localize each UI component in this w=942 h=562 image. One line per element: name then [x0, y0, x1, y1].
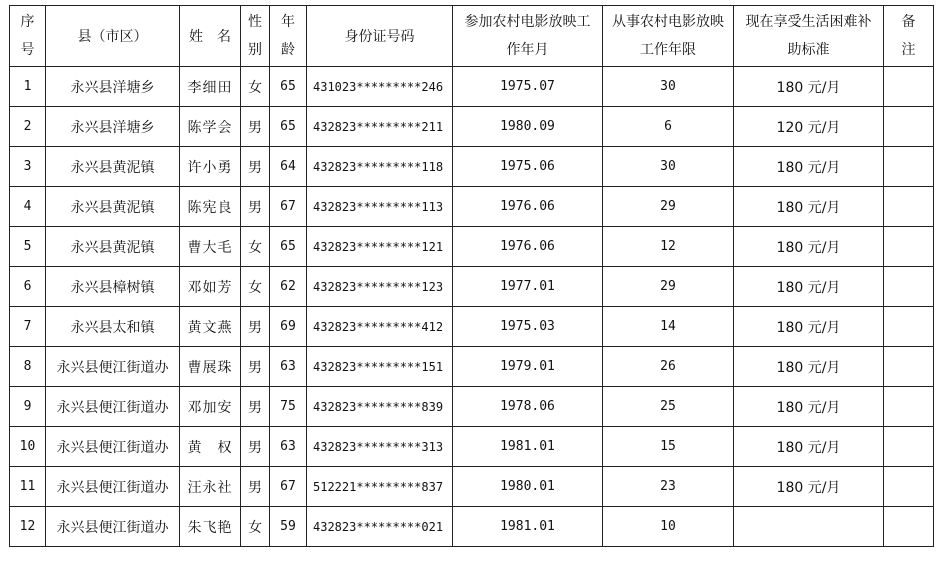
cell-start: 1980.09: [453, 107, 603, 147]
cell-seq: 10: [10, 427, 46, 467]
cell-note: [884, 427, 934, 467]
cell-note: [884, 147, 934, 187]
cell-subsidy: 180 元/月: [734, 147, 884, 187]
cell-seq: 4: [10, 187, 46, 227]
cell-id: 432823*********313: [307, 427, 453, 467]
cell-subsidy: 180 元/月: [734, 347, 884, 387]
cell-age: 75: [270, 387, 307, 427]
cell-start: 1981.01: [453, 507, 603, 547]
cell-gender: 女: [241, 267, 270, 307]
cell-seq: 1: [10, 67, 46, 107]
cell-age: 62: [270, 267, 307, 307]
cell-id: 432823*********123: [307, 267, 453, 307]
table-row: [10, 67, 934, 107]
cell-county: 永兴县便江街道办: [46, 467, 180, 507]
cell-years: 30: [603, 67, 734, 107]
cell-id: 432823*********113: [307, 187, 453, 227]
cell-county: 永兴县黄泥镇: [46, 227, 180, 267]
cell-gender: 男: [241, 107, 270, 147]
cell-id: 432823*********118: [307, 147, 453, 187]
cell-county: 永兴县洋塘乡: [46, 107, 180, 147]
cell-years: 6: [603, 107, 734, 147]
cell-start: 1978.06: [453, 387, 603, 427]
header-note-line1: 备: [901, 14, 916, 30]
cell-start: 1975.07: [453, 67, 603, 107]
cell-subsidy: 180 元/月: [734, 187, 884, 227]
header-age: [270, 6, 307, 67]
cell-age: 63: [270, 347, 307, 387]
cell-name: 黄文燕: [180, 307, 241, 347]
cell-name: 曹展珠: [180, 347, 241, 387]
header-years-line2: 工作年限: [640, 42, 696, 58]
header-age-line2: 龄: [281, 42, 295, 58]
cell-years: 25: [603, 387, 734, 427]
cell-seq: 5: [10, 227, 46, 267]
cell-seq: 3: [10, 147, 46, 187]
table-row: [10, 467, 934, 507]
cell-gender: 女: [241, 227, 270, 267]
cell-name: 邓如芳: [180, 267, 241, 307]
cell-name: 陈宪良: [180, 187, 241, 227]
cell-county: 永兴县黄泥镇: [46, 147, 180, 187]
table-row: [10, 147, 934, 187]
cell-note: [884, 187, 934, 227]
cell-age: 67: [270, 187, 307, 227]
cell-subsidy: [734, 507, 884, 547]
cell-seq: 11: [10, 467, 46, 507]
table-row: [10, 347, 934, 387]
cell-county: 永兴县便江街道办: [46, 347, 180, 387]
cell-years: 15: [603, 427, 734, 467]
cell-id: 432823*********839: [307, 387, 453, 427]
cell-gender: 女: [241, 507, 270, 547]
cell-age: 65: [270, 107, 307, 147]
cell-start: 1981.01: [453, 427, 603, 467]
cell-name: 陈学会: [180, 107, 241, 147]
table-row: [10, 187, 934, 227]
header-seq-line2: 号: [20, 42, 35, 58]
cell-gender: 男: [241, 147, 270, 187]
header-note: [884, 6, 934, 67]
cell-note: [884, 107, 934, 147]
cell-years: 12: [603, 227, 734, 267]
cell-name: 黄 权: [180, 427, 241, 467]
cell-id: 431023*********246: [307, 67, 453, 107]
header-note-line2: 注: [901, 42, 916, 58]
cell-subsidy: 120 元/月: [734, 107, 884, 147]
header-start-line2: 作年月: [506, 42, 549, 58]
cell-gender: 男: [241, 467, 270, 507]
cell-years: 14: [603, 307, 734, 347]
cell-seq: 6: [10, 267, 46, 307]
cell-years: 23: [603, 467, 734, 507]
cell-subsidy: 180 元/月: [734, 307, 884, 347]
cell-start: 1976.06: [453, 187, 603, 227]
table-row: [10, 107, 934, 147]
cell-county: 永兴县黄泥镇: [46, 187, 180, 227]
cell-seq: 9: [10, 387, 46, 427]
cell-county: 永兴县便江街道办: [46, 427, 180, 467]
table-row: [10, 307, 934, 347]
cell-subsidy: 180 元/月: [734, 387, 884, 427]
cell-name: 李细田: [180, 67, 241, 107]
cell-id: 432823*********211: [307, 107, 453, 147]
cell-gender: 男: [241, 387, 270, 427]
cell-start: 1980.01: [453, 467, 603, 507]
cell-note: [884, 467, 934, 507]
header-seq: [10, 6, 46, 67]
cell-seq: 7: [10, 307, 46, 347]
cell-subsidy: 180 元/月: [734, 427, 884, 467]
cell-years: 29: [603, 187, 734, 227]
cell-years: 29: [603, 267, 734, 307]
table-row: [10, 227, 934, 267]
table-body: [10, 67, 934, 547]
cell-id: 432823*********121: [307, 227, 453, 267]
cell-county: 永兴县洋塘乡: [46, 67, 180, 107]
cell-age: 63: [270, 427, 307, 467]
cell-seq: 12: [10, 507, 46, 547]
header-id: 身份证号码: [307, 6, 453, 67]
table-row: [10, 387, 934, 427]
header-age-line1: 年: [281, 14, 295, 30]
header-gender-line2: 别: [248, 42, 262, 58]
cell-name: 曹大毛: [180, 227, 241, 267]
subsidy-table: [9, 5, 934, 547]
cell-note: [884, 67, 934, 107]
table-row: [10, 267, 934, 307]
header-row: [10, 6, 934, 67]
header-gender-line1: 性: [248, 14, 262, 30]
cell-age: 65: [270, 227, 307, 267]
cell-subsidy: 180 元/月: [734, 267, 884, 307]
cell-subsidy: 180 元/月: [734, 227, 884, 267]
cell-county: 永兴县樟树镇: [46, 267, 180, 307]
cell-id: 432823*********412: [307, 307, 453, 347]
header-name: 姓 名: [180, 6, 241, 67]
cell-note: [884, 227, 934, 267]
cell-note: [884, 507, 934, 547]
cell-years: 30: [603, 147, 734, 187]
cell-start: 1975.06: [453, 147, 603, 187]
cell-county: 永兴县太和镇: [46, 307, 180, 347]
header-county: 县（市区）: [46, 6, 180, 67]
cell-name: 邓加安: [180, 387, 241, 427]
table-row: [10, 507, 934, 547]
cell-gender: 男: [241, 187, 270, 227]
cell-subsidy: 180 元/月: [734, 67, 884, 107]
cell-gender: 男: [241, 347, 270, 387]
cell-start: 1976.06: [453, 227, 603, 267]
cell-start: 1979.01: [453, 347, 603, 387]
cell-name: 汪永社: [180, 467, 241, 507]
cell-name: 朱飞艳: [180, 507, 241, 547]
cell-note: [884, 307, 934, 347]
cell-age: 69: [270, 307, 307, 347]
cell-gender: 男: [241, 307, 270, 347]
cell-note: [884, 267, 934, 307]
cell-id: 432823*********151: [307, 347, 453, 387]
header-seq-line1: 序: [20, 14, 35, 30]
header-years-line1: 从事农村电影放映: [612, 14, 724, 30]
header-start: [453, 6, 603, 67]
cell-county: 永兴县便江街道办: [46, 507, 180, 547]
cell-county: 永兴县便江街道办: [46, 387, 180, 427]
cell-name: 许小勇: [180, 147, 241, 187]
cell-gender: 女: [241, 67, 270, 107]
cell-note: [884, 347, 934, 387]
cell-id: 432823*********021: [307, 507, 453, 547]
cell-years: 10: [603, 507, 734, 547]
header-start-line1: 参加农村电影放映工: [464, 14, 591, 30]
header-years: [603, 6, 734, 67]
cell-subsidy: 180 元/月: [734, 467, 884, 507]
cell-age: 65: [270, 67, 307, 107]
cell-start: 1977.01: [453, 267, 603, 307]
header-gender: [241, 6, 270, 67]
cell-id: 512221*********837: [307, 467, 453, 507]
cell-gender: 男: [241, 427, 270, 467]
cell-note: [884, 387, 934, 427]
cell-seq: 8: [10, 347, 46, 387]
header-subsidy-line1: 现在享受生活困难补: [745, 14, 872, 30]
cell-age: 67: [270, 467, 307, 507]
header-subsidy: [734, 6, 884, 67]
cell-age: 59: [270, 507, 307, 547]
cell-years: 26: [603, 347, 734, 387]
header-subsidy-line2: 助标准: [787, 42, 830, 58]
table-row: [10, 427, 934, 467]
cell-seq: 2: [10, 107, 46, 147]
cell-age: 64: [270, 147, 307, 187]
cell-start: 1975.03: [453, 307, 603, 347]
